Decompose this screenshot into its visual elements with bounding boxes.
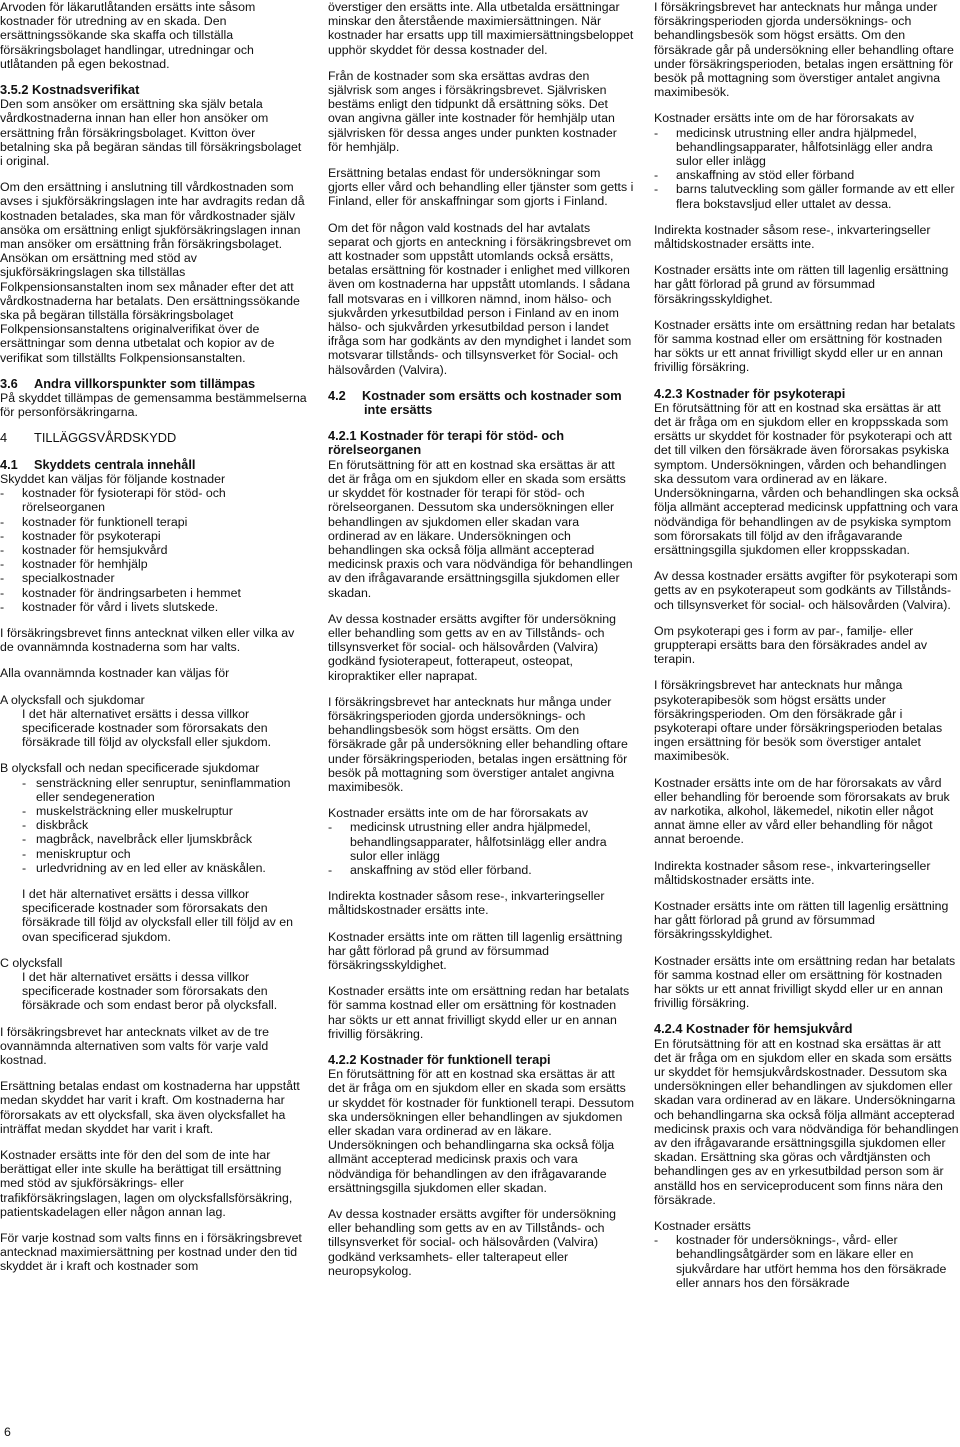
list-item: - muskelsträckning eller muskelruptur [0,804,307,818]
paragraph: Kostnader ersätts inte om de har förorsakats av vård eller behandling för beroende som förorsakats av bruk av narkotika, alkohol, läkemedel, nikotin eller något annat ämne eller av vård eller behandling för något annat beroende. [654,775,950,847]
paragraph: Kostnader ersätts inte om ersättning redan har betalats för samma kostnad eller om ersättning för kostnaden har sökts ur ett annat frivilligt skydd eller ur en annan frivillig försäkring. [328,984,630,1041]
paragraph: Kostnader ersätts inte om rätten till lagenlig ersättning har gått förlorad på grund av försummad försäkringsskyldighet. [654,898,949,942]
section-423 [654,387,960,557]
section-heading [0,377,307,391]
paragraph: Ersättning betalas endast för undersökningar som gjorts eller vård och behandling eller tjänster som getts i Finland, eller för anskaffningar som gjorts i Finland. [328,166,634,209]
list-item: - medicinsk utrustning eller andra hjälpmedel, behandlingsapparater, hålfotsinlägg eller andra sulor eller inlägg [654,126,960,169]
section-424 [654,1022,960,1207]
subsection-heading: 4.2.2 Kostnader för funktionell terapi [328,1052,551,1067]
section-heading [0,458,307,472]
section-number: 3.6 [0,375,18,391]
section-42 [328,389,634,417]
alternative-title: A olycksfall och sjukdomar [0,692,145,707]
column-2 [328,0,634,1290]
paragraph: I försäkringsbrevet har antecknats hur många under försäkringsperioden gjorda undersöknings- och behandlingsbesök som högst ersätts. Om den försäkrade går på undersökning eller behandling oftare under försäkringsperioden, betalas ingen ersättning för besök på mottagning som överstiger antalet angivna maximibesök. [328,694,628,794]
paragraph: Skyddet kan väljas för följande kostnader [0,471,226,486]
paragraph: Ersättning betalas endast om kostnaderna har uppstått medan skyddet har varit i kraft. Om kostnaderna har förorsakats av ett olycksfall, ska även olycksfallet ha inträffat medan skyddet har varit i kraft. [0,1079,300,1136]
section-422 [328,1053,634,1195]
paragraph: Kostnader ersätts [654,1219,751,1234]
paragraph: För varje kostnad som valts finns en i försäkringsbrevet antecknad maximiersättning per kostnad under den tid skyddet är i kraft och kostnader som [0,1231,302,1274]
paragraph: Indirekta kostnader såsom rese-, inkvarteringseller måltidskostnader ersätts inte. [654,222,931,252]
paragraph: På skyddet tillämpas de gemensamma bestämmelserna för personförsäkringarna. [0,391,307,420]
section-title: Skyddets centrala innehåll [34,456,196,472]
list-item: - kostnader för funktionell terapi [0,515,307,529]
paragraph: I försäkringsbrevet har antecknats hur många psykoterapibesök som högst ersätts under försäkringsperioden. Om den försäkrade går i psykoterapi oftare under försäkringsperioden betalas ingen ersättning för besök som överstiger antalet maximibesök. [654,678,943,764]
alternative-c [0,956,307,1013]
section-number: 4.2 [328,387,346,403]
alternative-title: C olycksfall [0,955,63,970]
paragraph: Den som ansöker om ersättning ska själv betala vårdkostnaderna innan han eller hon ansöker om ersättning från försäkringsbolaget. Kvitton över betalning ska på begäran sändas till försäkringsbolaget i original. [0,97,302,169]
paragraph: Indirekta kostnader såsom rese-, inkvarteringseller måltidskostnader ersätts inte. [654,858,931,887]
subsection-heading: 4.2.1 Kostnader för terapi för stöd- och rörelseorganen [328,428,565,458]
paragraph: I försäkringsbrevet finns antecknat vilken eller vilka av de ovannämnda kostnaderna som har valts. [0,625,295,655]
list-item: - kostnader för psykoterapi [0,529,307,543]
list-item: - kostnader för vård i livets slutskede. [0,600,307,614]
list-item: - diskbråck [0,818,307,832]
list-item: - medicinsk utrustning eller andra hjälpmedel, behandlingsapparater, hålfotsinlägg eller andra sulor eller inlägg [328,820,634,863]
subsection-heading: 4.2.4 Kostnader för hemsjukvård [654,1021,853,1037]
section-41 [0,458,307,614]
paragraph: I försäkringsbrevet har antecknats hur många under försäkringsperioden gjorda undersöknings- och behandlingsbesök som högst ersätts. Om den försäkrade går på undersökning eller behandling oftare under försäkringsperioden, betalas ingen ersättning för besök på mottagning som överstiger antalet angivna maximibesök. [654,0,954,100]
alternative-a [0,693,307,750]
paragraph: Kostnader ersätts inte om de har förorsakats av [654,111,915,126]
section-352 [0,83,307,168]
alternative-title: B olycksfall och nedan specificerade sjukdomar [0,761,260,776]
list-item: - anskaffning av stöd eller förband [654,168,960,182]
cost-list [0,486,307,614]
list-item: - kostnader för fysioterapi för stöd- och rörelseorganen [0,486,307,514]
paragraph: Kostnader ersätts inte för den del som de inte har berättigat eller inte skulle ha berättigat till ersättning med stöd av sjukförsäkrings- eller trafikförsäkringslagen, lagen om olycksfallsförsäkring, patientskadelagen eller någon annan lag. [0,1148,293,1219]
chapter-heading [0,431,307,445]
section-number: 4 [0,430,8,446]
exclusion-list [654,126,960,211]
paragraph: överstiger den ersätts inte. Alla utbetalda ersättningar minskar den återstående maximiersättningen. När kostnader har ersatts upp till maximiersättningsbeloppet upphör skyddet för dessa kostnader del. [328,0,634,57]
paragraph: En förutsättning för att en kostnad ska ersättas är att det är fråga om en sjukdom eller en skada som ersätts ur skyddet för kostnader för terapi för stöd- och rörelseorganen. Dessutom ska undersökningen eller behandlingen av sjukdomen eller skadan vara ordinerad av en läkare. Undersökningen och behandlingen ska också följa allmänt accepterad medicinsk praxis och vara nödvändiga för behandlingen av den ifrågavarande ersättningsgilla sjukdomen eller skadan. [328,457,633,600]
list-item: - meniskruptur och [0,847,307,861]
section-4 [0,431,307,445]
section-title: Andra villkorspunkter som tillämpas [34,375,256,391]
column-1 [0,0,307,1286]
paragraph: Kostnader ersätts inte om rätten till lagenlig ersättning har gått förlorad på grund av försummad försäkringsskyldighet. [654,263,949,306]
paragraph: Kostnader ersätts inte om rätten till lagenlig ersättning har gått förlorad på grund av försummad försäkringsskyldighet. [328,929,623,972]
section-number: 4.1 [0,456,18,472]
diagnosis-list [0,776,307,875]
section-421 [328,429,634,599]
list-item: - anskaffning av stöd eller förband. [328,863,634,877]
list-item: - urledvridning av en led eller av knäskålen. [0,861,307,875]
list-item: - kostnader för ändringsarbeten i hemmet [0,586,307,600]
section-36 [0,377,307,420]
list-item: - magbråck, navelbråck eller ljumskbråck [0,832,307,846]
list-item: - kostnader för undersöknings-, vård- eller behandlingsåtgärder som en läkare eller en sjukvårdare har utfört hemma hos den försäkrade eller annars hos den försäkrade [654,1233,960,1290]
paragraph: Alla ovannämnda kostnader kan väljas för [0,666,230,681]
alternative-b [0,761,307,943]
page-number: 6 [4,1425,11,1439]
section-heading [328,389,634,417]
paragraph: Kostnader ersätts inte om ersättning redan har betalats för samma kostnad eller om ersättning för kostnaden har sökts ur ett annat frivilligt skydd eller ur en annan frivillig försäkring. [654,317,956,375]
paragraph: Om psykoterapi ges i form av par-, familje- eller gruppterapi ersätts bara den försäkrades andel av terapin. [654,623,928,667]
list-item: - kostnader för hemsjukvård [0,543,307,557]
paragraph: Kostnader ersätts inte om ersättning redan har betalats för samma kostnad eller om ersättning för kostnaden har sökts ur ett annat frivilligt skydd eller ur en annan frivillig försäkring. [654,953,956,1011]
paragraph: Om det för någon vald kostnads del har avtalats separat och gjorts en anteckning i försäkringsbrevet om att kostnader som uppstått utomlands också ersätts, betalas ersättning för kostnader i enlighet med villkoren även om kostnaderna har uppstått utomlands. I sådana fall motsvaras en i villkoren nämnd, inom hälso- och sjukvården yrkesutbildad person i Finland av en inom hälso- och sjukvården yrkesutbildad person i landet ifråga som har godkänts av den myndighet i landet som motsvarar tillstånds- och tillsynsverket för Social- och hälsovården (Valvira). [328,220,632,377]
alternative-text: I det här alternativet ersätts i dessa villkor specificerade kostnader som förorsakats den försäkrade och som endast beror på olycksfall. [22,969,278,1013]
section-title: TILLÄGGSVÅRDSKYDD [34,430,177,446]
section-title: Kostnader som ersätts och kostnader som inte ersätts [362,387,622,418]
section-heading: 3.5.2 Kostnadsverifikat [0,82,140,98]
paragraph: Av dessa kostnader ersätts avgifter för psykoterapi som getts av en psykoterapeut som godkänts av Tillstånds- och tillsynsverket för social- och hälsovården (Valvira). [654,569,958,612]
paragraph: En förutsättning för att en kostnad ska ersättas är att det är fråga om en sjukdom eller en skada som ersätts ur skyddet för kostnader för funktionell terapi. Dessutom ska undersökningen eller behandlingen av sjukdomen eller skadan vara ordinerad av en läkare. Undersökningen och behandlingarna ska också följa allmänt accepterad medicinsk praxis och vara nödvändiga för behandlingen av den ifrågavarande ersättningsgilla sjukdomen eller skadan. [328,1067,634,1195]
paragraph: En förutsättning för att en kostnad ska ersättas är att det är fråga om en sjukdom eller en skada som ersätts ur skyddet för hemsjukvårdskostnader. Dessutom ska undersökningen eller behandlingen av sjukdomen eller skadan vara ordinerad av en läkare. Undersökningarna och behandlingarna ska också följa allmänt accepterad medicinsk praxis och vara nödvändiga för behandlingen av den ifrågavarande ersättningsgilla sjukdomen eller skadan. Ersättning ska göras och vårdtjänsten och behandlingen ges av en yrkesutbildad person som är anställd hos en serviceproducent som finns nära den försäkrade. [654,1036,959,1207]
cost-list [654,1233,960,1290]
paragraph: En förutsättning för att en kostnad ska ersättas är att det är fråga om en sjukdom eller en kroppsskada som ersätts ur skyddet för kostnader för psykoterapi och att det till vilken den försäkrade även förorsakas psykiska symptom. Undersökningen, vården och behandlingen ska dessutom vara ordinerad av en läkare. Undersökningarna, vården och behandlingen ska också följa allmänt accepterad medicinsk uppfattning och vara nödvändiga för behandlingen av de psykiska symptom som förorsakats till följd av den ifrågavarande ersättningsgilla sjukdomen eller kroppsskadan. [654,400,959,557]
paragraph: I försäkringsbrevet har antecknats vilket av de tre ovannämnda alternativen som valts för varje vald kostnad. [0,1024,269,1067]
list-item: - barns talutveckling som gäller formande av ett eller flera bokstavsljud eller uttalet av dessa. [654,182,960,210]
alternative-text: I det här alternativet ersätts i dessa villkor specificerade kostnader som förorsakats den försäkrade till följd av olycksfall eller sjukdom. [22,706,272,750]
paragraph: Av dessa kostnader ersätts avgifter för undersökning eller behandling som getts av en av Tillstånds- och tillsynsverket för social- och hälsovården (Valvira) godkänd verksamhets- eller talterapeut eller neuropsykolog. [328,1207,616,1278]
paragraph: Från de kostnader som ska ersättas avdras den självrisk som anges i försäkringsbrevet. Självrisken bestäms enligt den tidpunkt då ersättning söks. Det ovan angivna gäller inte kostnader för hemhjälp utan självrisken för dessa anges under punkten kostnader för hemhjälp. [328,68,617,154]
paragraph: Arvoden för läkarutlåtanden ersätts inte såsom kostnader för utredning av en skada. Den ersättningssökande ska skaffa och tillställa försäkringsbolaget handlingar, utredningar och utlåtanden på egen bekostnad. [0,0,256,71]
paragraph: Indirekta kostnader såsom rese-, inkvarteringseller måltidskostnader ersätts inte. [328,889,605,918]
exclusion-list [328,820,634,877]
list-item: - kostnader för hemhjälp [0,557,307,571]
paragraph: Kostnader ersätts inte om de har förorsakats av [328,806,589,821]
column-3 [654,0,960,1290]
alternative-text: I det här alternativet ersätts i dessa villkor specificerade kostnader som förorsakats den försäkrade till följd av olycksfall eller till följd av en ovan specificerad sjukdom. [22,886,293,944]
subsection-heading: 4.2.3 Kostnader för psykoterapi [654,385,846,401]
paragraph: Av dessa kostnader ersätts avgifter för undersökning eller behandling som getts av en av Tillstånds- och tillsynsverket för social- och hälsovården (Valvira) godkänd fysioterapeut, fotterapeut, osteopat, kiropraktiker eller naprapat. [328,611,616,683]
paragraph: Om den ersättning i anslutning till vårdkostnaden som avses i sjukförsäkringslagen inte har avdragits redan då kostnaden betalades, ska man för vårdkostnader själv ansöka om ersättning enligt sjukförsäkringslagen innan man ansöker om ersättning från försäkringsbolaget. Ansökan om ersättning med stöd av sjukförsäkringslagen ska tillställas Folkpensionsanstalten inom sex månader efter det att vårdkostnaderna har betalats. Den ersättningssökande ska på begäran tillställa försäkringsbolaget Folkpensionsanstaltens originalverifikat över de ersättningar som denna utbetalat och kopior av de verifikat som tillställts Folkpensionsanstalten. [0,180,305,365]
list-item: - specialkostnader [0,571,307,585]
list-item: - sensträckning eller senruptur, seninflammation eller sendegeneration [0,776,307,804]
